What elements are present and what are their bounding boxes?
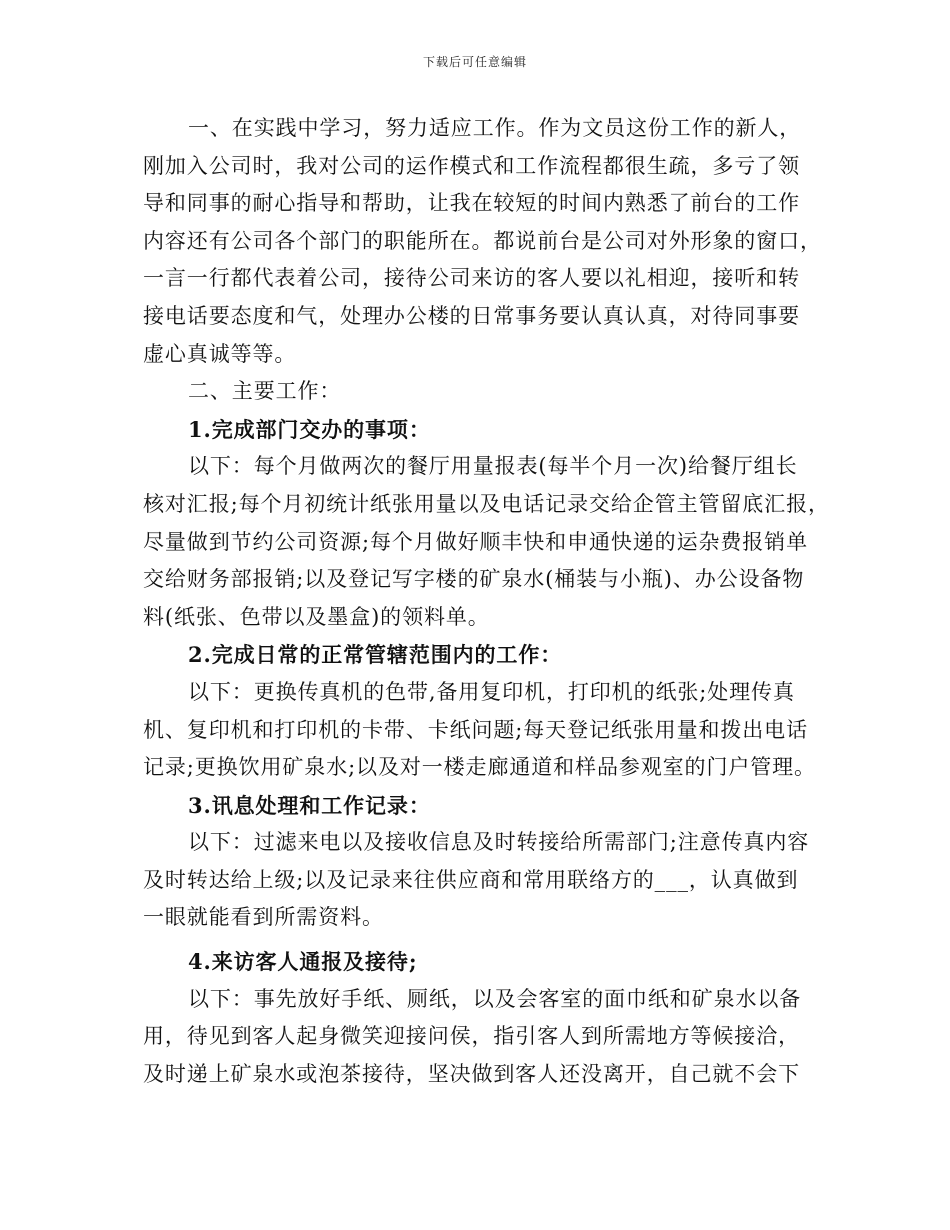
paragraph-line: 导和同事的耐心指导和帮助，让我在较短的时间内熟悉了前台的工作	[143, 191, 800, 216]
paragraph-line: 尽量做到节约公司资源;每个月做好顺丰快和申通快递的运杂费报销单	[143, 529, 808, 554]
paragraph-line: 接电话要态度和气，处理办公楼的日常事务要认真认真，对待同事要	[143, 303, 800, 328]
paragraph-line: 虚心真诚等等。	[143, 341, 297, 366]
paragraph-line: 料(纸张、色带以及墨盒)的领料单。	[143, 604, 490, 629]
subsection-heading: 2.完成日常的正常管辖范围内的工作：	[188, 642, 563, 668]
paragraph-line: 刚加入公司时，我对公司的运作模式和工作流程都很生疏，多亏了领	[143, 153, 800, 178]
paragraph-line: 用，待见到客人起身微笑迎接问侯，指引客人到所需地方等候接洽，	[143, 1024, 800, 1049]
section-heading: 二、主要工作：	[188, 379, 342, 404]
paragraph-line: 以下：每个月做两次的餐厅用量报表(每半个月一次)给餐厅组长	[188, 454, 798, 479]
paragraph-line: 及时转达给上级;以及记录来往供应商和常用联络方的___，认真做到	[143, 867, 799, 892]
paragraph-line: 内容还有公司各个部门的职能所在。都说前台是公司对外形象的窗口，	[143, 228, 822, 253]
paragraph-line: 记录;更换饮用矿泉水;以及对一楼走廊通道和样品参观室的门户管理。	[143, 755, 816, 780]
paragraph-line: 及时递上矿泉水或泡茶接待，坚决做到客人还没离开，自己就不会下	[143, 1061, 800, 1086]
subsection-heading: 1.完成部门交办的事项：	[188, 416, 431, 442]
paragraph-line: 机、复印机和打印机的卡带、卡纸问题;每天登记纸张用量和拨出电话	[143, 717, 808, 742]
paragraph-line: 一言一行都代表着公司，接待公司来访的客人要以礼相迎，接听和转	[143, 266, 800, 291]
document-body	[143, 110, 830, 1093]
paragraph-line: 以下：更换传真机的色带,备用复印机，打印机的纸张;处理传真	[188, 679, 795, 704]
subsection-heading: 3.讯息处理和工作记录：	[188, 792, 431, 818]
paragraph-line: 以下：事先放好手纸、厕纸，以及会客室的面巾纸和矿泉水以备	[188, 986, 802, 1011]
paragraph-line: 一眼就能看到所需资料。	[143, 905, 384, 930]
page-header: 下载后可任意编辑	[422, 55, 527, 69]
paragraph-line: 交给财务部报销;以及登记写字楼的矿泉水(桶装与小瓶)、办公设备物	[143, 567, 805, 592]
paragraph-line: 一、在实践中学习，努力适应工作。作为文员这份工作的新人，	[188, 116, 802, 140]
paragraph-line: 以下：过滤来电以及接收信息及时转接给所需部门;注意传真内容	[188, 830, 810, 855]
subsection-heading: 4.来访客人通报及接待;	[188, 949, 418, 975]
paragraph-line: 核对汇报;每个月初统计纸张用量以及电话记录交给企管主管留底汇报，	[143, 491, 830, 516]
